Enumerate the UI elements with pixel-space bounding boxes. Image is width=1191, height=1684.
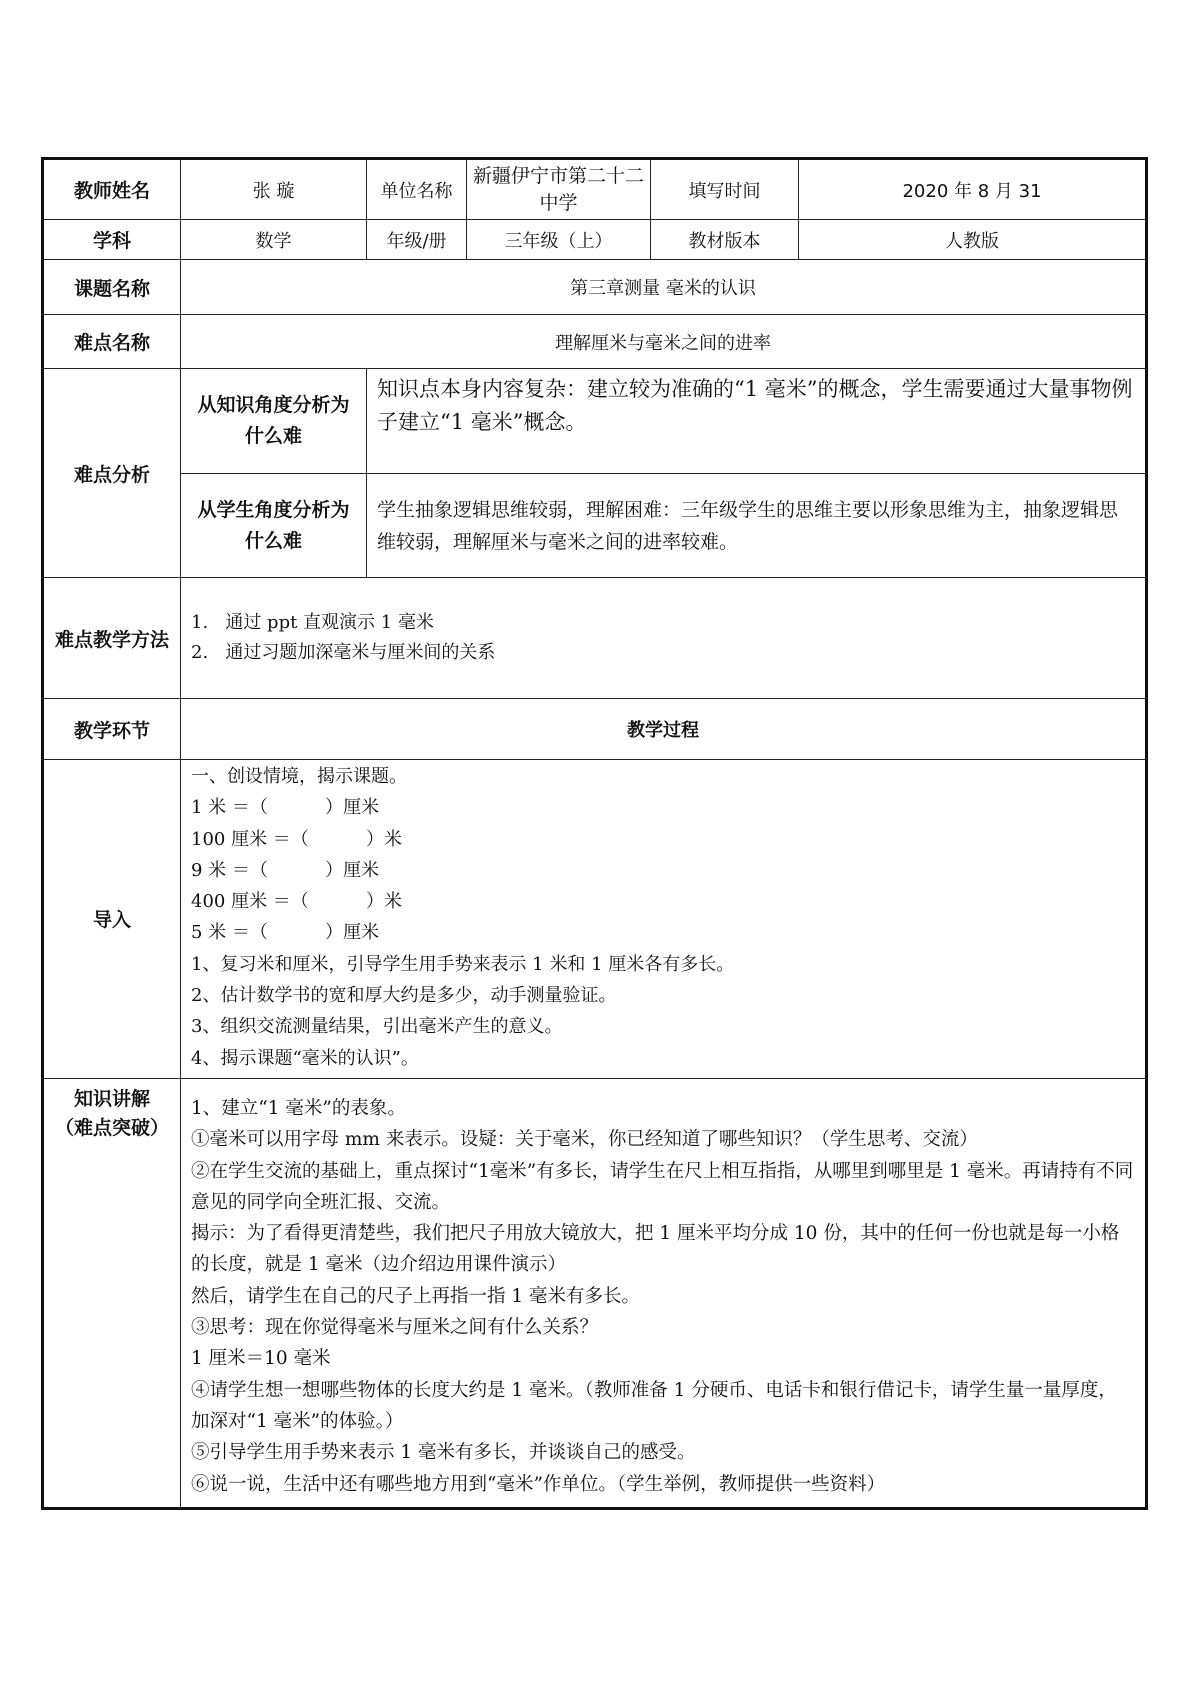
edition-label: 教材版本 (651, 220, 799, 260)
intro-line: 1 米 ＝（ ）厘米 (191, 797, 380, 819)
intro-line: 一、创设情境，揭示课题。 (191, 766, 407, 787)
knowledge-label (43, 1078, 181, 1508)
intro-line: 4、揭示课题“毫米的认识”。 (191, 1047, 419, 1069)
intro-label: 导入 (43, 760, 181, 1079)
analysis-row-student (43, 474, 1147, 578)
intro-row (43, 760, 1147, 1079)
knowledge-line: ⑥说一说，生活中还有哪些地方用到“毫米”作单位。（学生举例，教师提供一些资料） (191, 1473, 886, 1495)
teacher-label: 教师姓名 (43, 159, 181, 220)
intro-line: 5 米 ＝（ ）厘米 (191, 922, 380, 944)
knowledge-line: 1、建立“1 毫米”的表象。 (191, 1097, 406, 1119)
student-angle-text: 学生抽象逻辑思维较弱，理解困难：三年级学生的思维主要以形象思维为主，抽象逻辑思维较弱，理解厘米与毫米之间的进率较难。 (367, 474, 1147, 578)
knowledge-line: ④请学生想一想哪些物体的长度大约是 1 毫米。（教师准备 1 分硬币、电话卡和银行借记卡，请学生量一量厚度，加深对“1 毫米”的体验。） (191, 1379, 1117, 1432)
intro-line: 1、复习米和厘米，引导学生用手势来表示 1 米和 1 厘米各有多长。 (191, 953, 735, 975)
knowledge-line: 然后，请学生在自己的尺子上再指一指 1 毫米有多长。 (191, 1285, 641, 1307)
knowledge-label-line2: （难点突破） (54, 1116, 169, 1139)
topic-label: 课题名称 (43, 260, 181, 315)
stage-header: 教学环节 (43, 699, 181, 760)
knowledge-line: 1 厘米＝10 毫米 (191, 1348, 331, 1370)
student-angle-label: 从学生角度分析为什么难 (181, 474, 367, 578)
method-item: 2. 通过习题加深毫米与厘米间的关系 (191, 642, 496, 663)
method-row (43, 578, 1147, 699)
knowledge-label-line1: 知识讲解 (73, 1087, 150, 1110)
date-value: 2020 年 8 月 31 (799, 159, 1147, 220)
knowledge-content (181, 1078, 1147, 1508)
knowledge-line: ③思考：现在你觉得毫米与厘米之间有什么关系？ (191, 1317, 599, 1339)
knowledge-line: ⑤引导学生用手势来表示 1 毫米有多长，并谈谈自己的感受。 (191, 1442, 696, 1464)
topic-value: 第三章测量 毫米的认识 (181, 260, 1147, 315)
process-header-row (43, 699, 1147, 760)
knowledge-line: 揭示：为了看得更清楚些，我们把尺子用放大镜放大，把 1 厘米平均分成 10 份，其中的任何一份也就是每一小格的长度，就是 1 毫米（边介绍边用课件演示） (191, 1223, 1120, 1276)
difficulty-label: 难点名称 (43, 315, 181, 369)
lesson-plan-table (41, 157, 1148, 1510)
header-row-1 (43, 159, 1147, 220)
unit-value: 新疆伊宁市第二十二中学 (467, 159, 651, 220)
intro-line: 3、组织交流测量结果，引出毫米产生的意义。 (191, 1016, 563, 1038)
intro-content (181, 760, 1147, 1079)
process-header: 教学过程 (181, 699, 1147, 760)
edition-value: 人教版 (799, 220, 1147, 260)
intro-line: 400 厘米 ＝（ ）米 (191, 891, 403, 913)
grade-label: 年级/册 (367, 220, 467, 260)
grade-value: 三年级（上） (467, 220, 651, 260)
intro-line: 2、估计数学书的宽和厚大约是多少，动手测量验证。 (191, 985, 617, 1007)
difficulty-row (43, 315, 1147, 369)
teacher-value: 张 璇 (181, 159, 367, 220)
intro-line: 100 厘米 ＝（ ）米 (191, 828, 403, 850)
subject-value: 数学 (181, 220, 367, 260)
date-label: 填写时间 (651, 159, 799, 220)
method-item: 1. 通过 ppt 直观演示 1 毫米 (191, 612, 434, 633)
difficulty-value: 理解厘米与毫米之间的进率 (181, 315, 1147, 369)
topic-row (43, 260, 1147, 315)
knowledge-line: ②在学生交流的基础上，重点探讨“1毫米”有多长，请学生在尺上相互指指，从哪里到哪里是 1 毫米。再请持有不同意见的同学向全班汇报、交流。 (191, 1160, 1134, 1213)
knowledge-line: ①毫米可以用字母 mm 来表示。设疑：关于毫米，你已经知道了哪些知识？（学生思考、交流） (191, 1129, 978, 1151)
knowledge-angle-text: 知识点本身内容复杂：建立较为准确的“1 毫米”的概念，学生需要通过大量事物例子建立“1 毫米”概念。 (367, 369, 1147, 474)
intro-line: 9 米 ＝（ ）厘米 (191, 859, 380, 881)
analysis-row-knowledge (43, 369, 1147, 474)
unit-label: 单位名称 (367, 159, 467, 220)
method-content (181, 578, 1147, 699)
analysis-label: 难点分析 (43, 369, 181, 578)
subject-label: 学科 (43, 220, 181, 260)
header-row-2 (43, 220, 1147, 260)
knowledge-row (43, 1078, 1147, 1508)
method-label: 难点教学方法 (43, 578, 181, 699)
knowledge-angle-label: 从知识角度分析为什么难 (181, 369, 367, 474)
